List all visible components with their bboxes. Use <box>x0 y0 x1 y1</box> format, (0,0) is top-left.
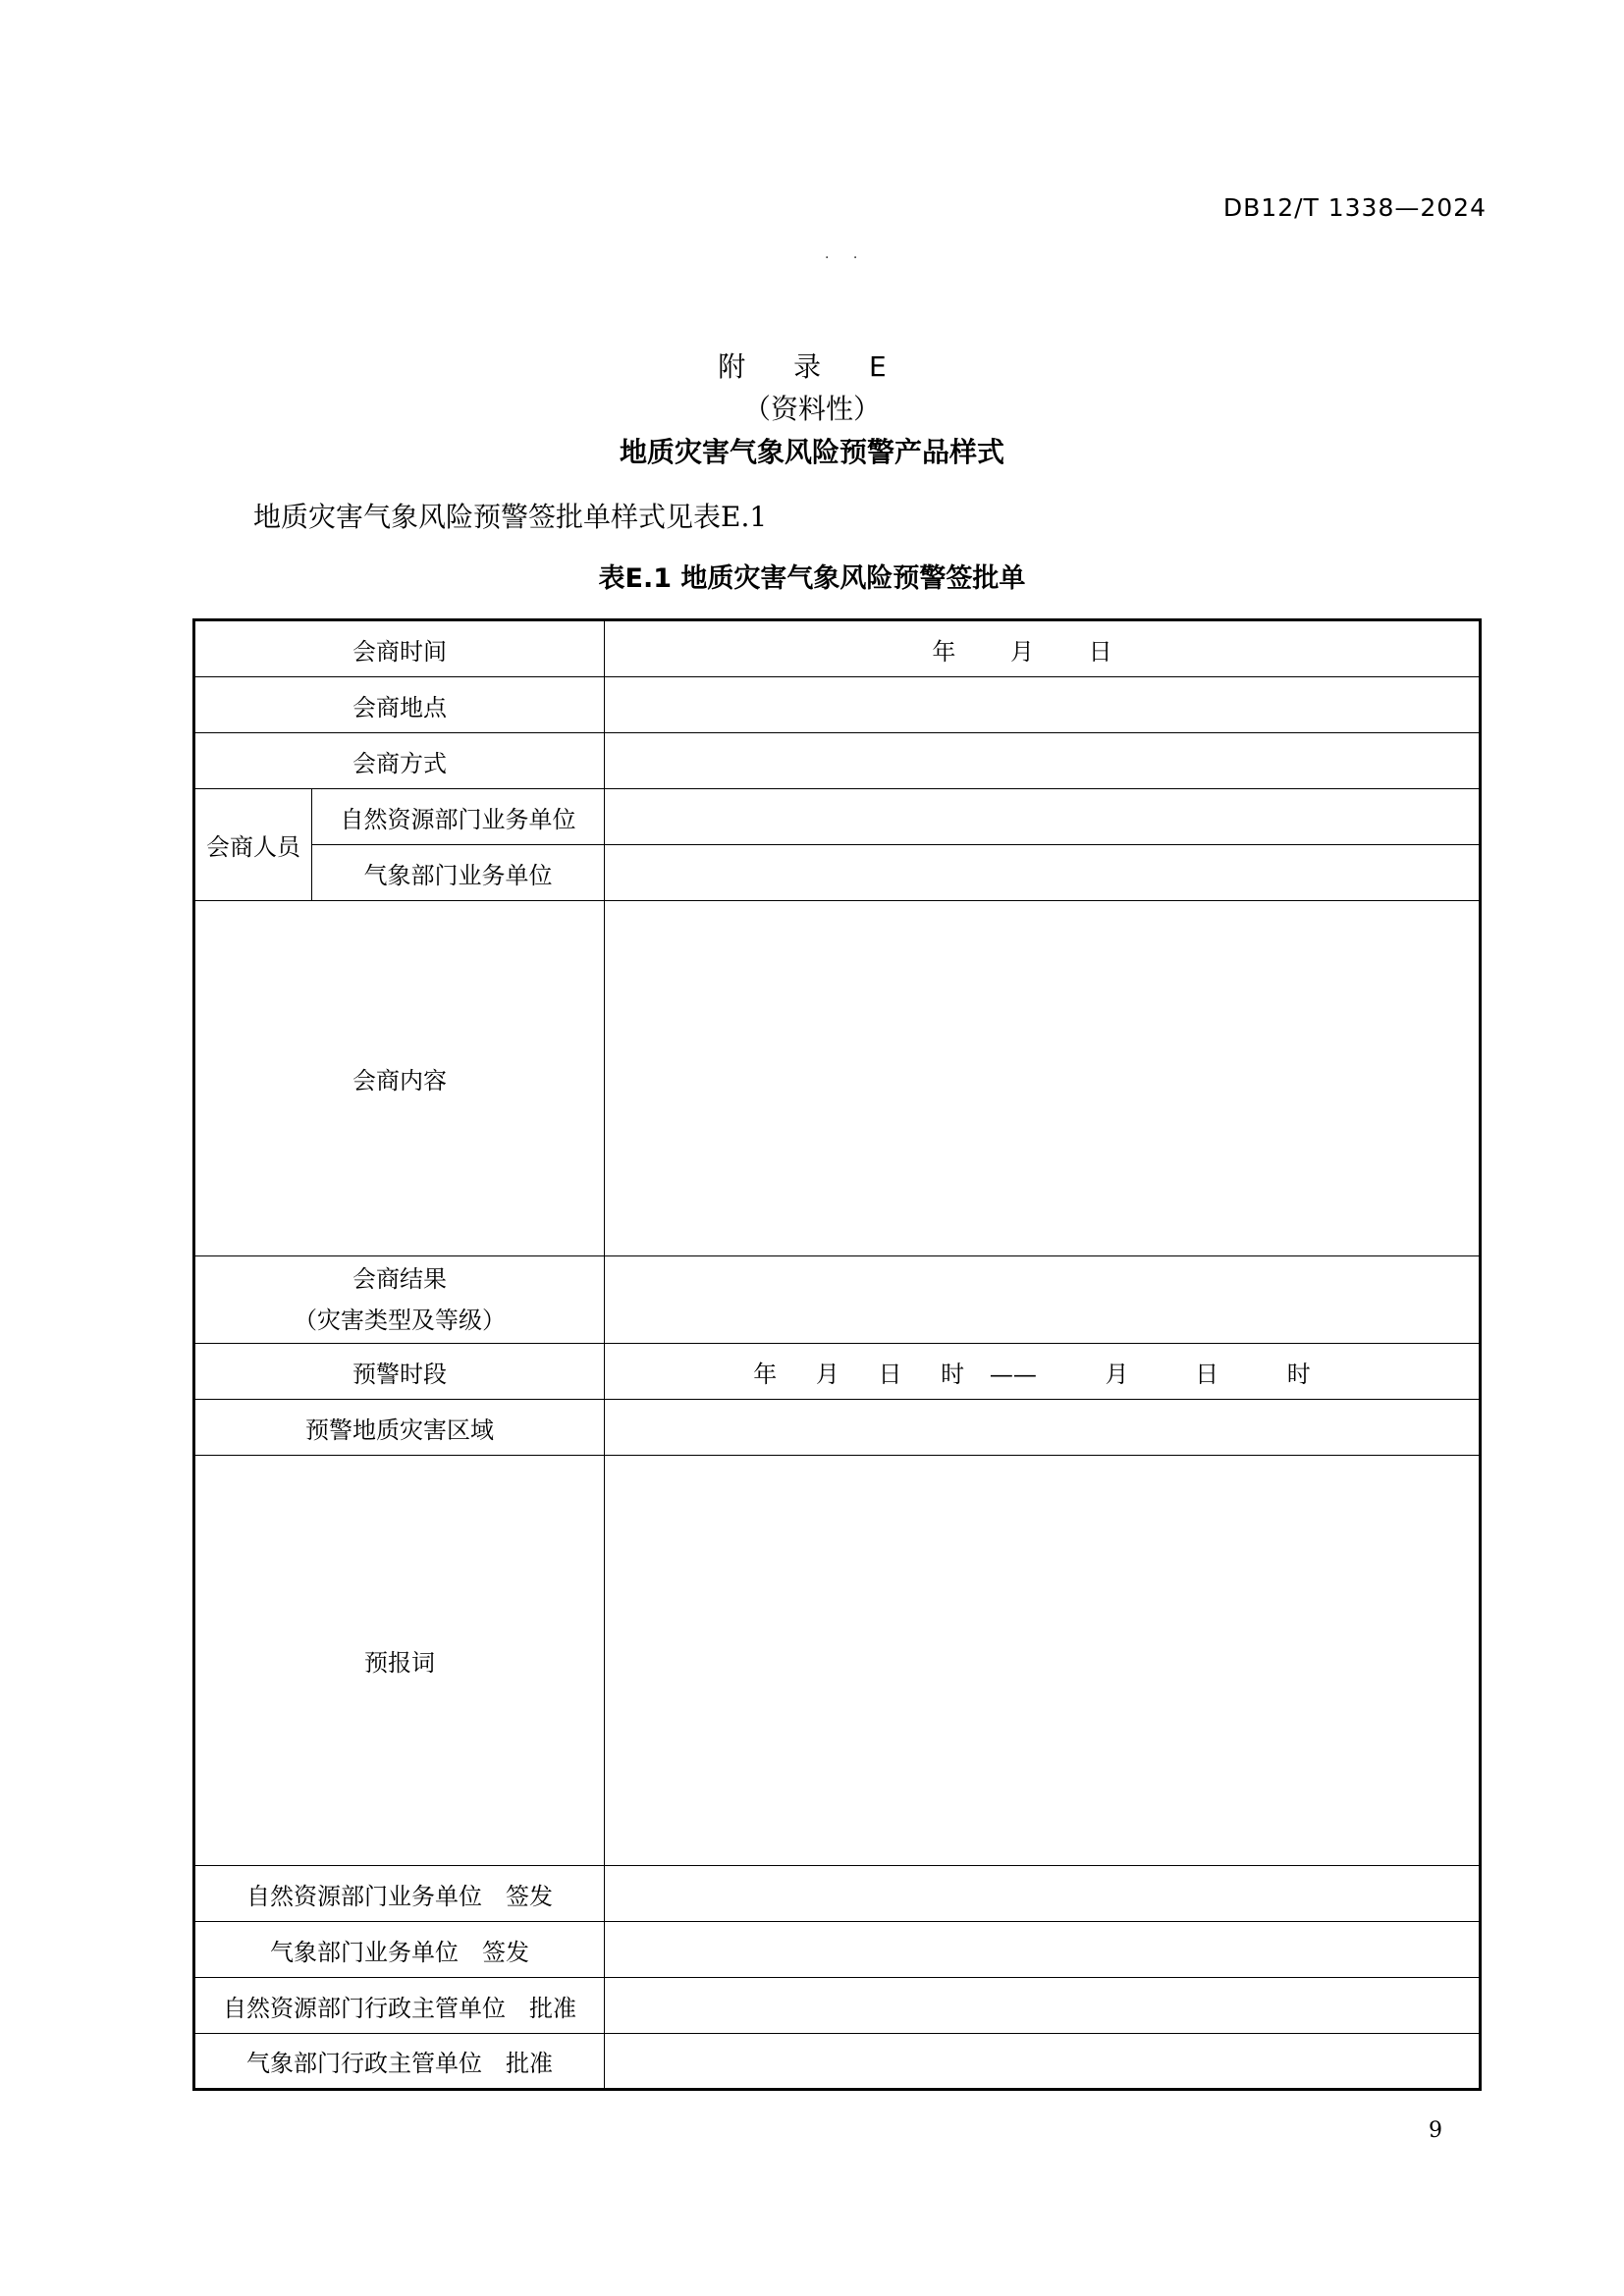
row-met-admin-approve <box>194 2034 1481 2090</box>
row-meeting-time <box>194 620 1481 677</box>
row-participants-meteorology <box>194 845 1481 901</box>
forecast-text-label: 预报词 <box>194 1456 605 1866</box>
period-dash: —— <box>989 1360 1037 1388</box>
met-admin-approve-field[interactable] <box>605 2034 1481 2090</box>
approval-form-table <box>192 618 1482 2091</box>
appendix-type: （资料性） <box>742 393 881 425</box>
row-met-business-sign <box>194 1922 1481 1978</box>
nr-business-sign-field[interactable] <box>605 1866 1481 1922</box>
meeting-place-label: 会商地点 <box>194 677 605 733</box>
meeting-content-field[interactable] <box>605 901 1481 1256</box>
period-start-day: 日 <box>878 1360 902 1388</box>
period-end-day: 日 <box>1195 1360 1219 1388</box>
period-start-year: 年 <box>753 1360 778 1388</box>
warning-period-field[interactable] <box>605 1344 1481 1400</box>
row-meeting-place <box>194 677 1481 733</box>
met-business-sign-field[interactable] <box>605 1922 1481 1978</box>
period-end-month: 月 <box>1105 1360 1129 1388</box>
row-meeting-content <box>194 901 1481 1256</box>
row-meeting-method <box>194 733 1481 789</box>
row-nr-admin-approve <box>194 1978 1481 2034</box>
period-start-hour: 时 <box>941 1360 965 1388</box>
decorative-dots: · · <box>825 250 868 266</box>
participants-label: 会商人员 <box>194 789 312 901</box>
date-day: 日 <box>1088 637 1112 666</box>
document-code: DB12/T 1338—2024 <box>1222 193 1487 222</box>
period-end-hour: 时 <box>1286 1360 1311 1388</box>
row-meeting-result <box>194 1256 1481 1344</box>
meeting-place-field[interactable] <box>605 677 1481 733</box>
meeting-method-field[interactable] <box>605 733 1481 789</box>
row-forecast-text <box>194 1456 1481 1866</box>
meeting-time-label: 会商时间 <box>194 620 605 677</box>
meeting-time-field[interactable] <box>605 620 1481 677</box>
participants-nr-unit-label: 自然资源部门业务单位 <box>312 789 605 845</box>
page-number: 9 <box>1429 2118 1442 2143</box>
row-warning-period <box>194 1344 1481 1400</box>
row-participants-natural-resources <box>194 789 1481 845</box>
appendix-name: 地质灾害气象风险预警产品样式 <box>619 436 1004 468</box>
warning-area-label: 预警地质灾害区域 <box>194 1400 605 1456</box>
participants-met-unit-field[interactable] <box>605 845 1481 901</box>
row-nr-business-sign <box>194 1866 1481 1922</box>
warning-period-label: 预警时段 <box>194 1344 605 1400</box>
forecast-text-field[interactable] <box>605 1456 1481 1866</box>
nr-business-sign-label: 自然资源部门业务单位 签发 <box>194 1866 605 1922</box>
nr-admin-approve-field[interactable] <box>605 1978 1481 2034</box>
appendix-title: 附 录 E <box>718 350 906 383</box>
met-business-sign-label: 气象部门业务单位 签发 <box>194 1922 605 1978</box>
meeting-result-field[interactable] <box>605 1256 1481 1344</box>
intro-text: 地质灾害气象风险预警签批单样式见表E.1 <box>253 501 768 533</box>
meeting-content-label: 会商内容 <box>194 901 605 1256</box>
row-warning-area <box>194 1400 1481 1456</box>
warning-area-field[interactable] <box>605 1400 1481 1456</box>
participants-nr-unit-field[interactable] <box>605 789 1481 845</box>
date-month: 月 <box>1010 637 1034 666</box>
participants-met-unit-label: 气象部门业务单位 <box>312 845 605 901</box>
nr-admin-approve-label: 自然资源部门行政主管单位 批准 <box>194 1978 605 2034</box>
table-caption: 表E.1 地质灾害气象风险预警签批单 <box>598 563 1026 594</box>
meeting-method-label: 会商方式 <box>194 733 605 789</box>
period-start-month: 月 <box>815 1360 839 1388</box>
met-admin-approve-label: 气象部门行政主管单位 批准 <box>194 2034 605 2090</box>
meeting-result-label-line1: 会商结果 <box>352 1265 447 1293</box>
meeting-result-label-line2: （灾害类型及等级） <box>294 1307 506 1334</box>
date-year: 年 <box>932 637 956 666</box>
meeting-result-label <box>194 1256 605 1344</box>
